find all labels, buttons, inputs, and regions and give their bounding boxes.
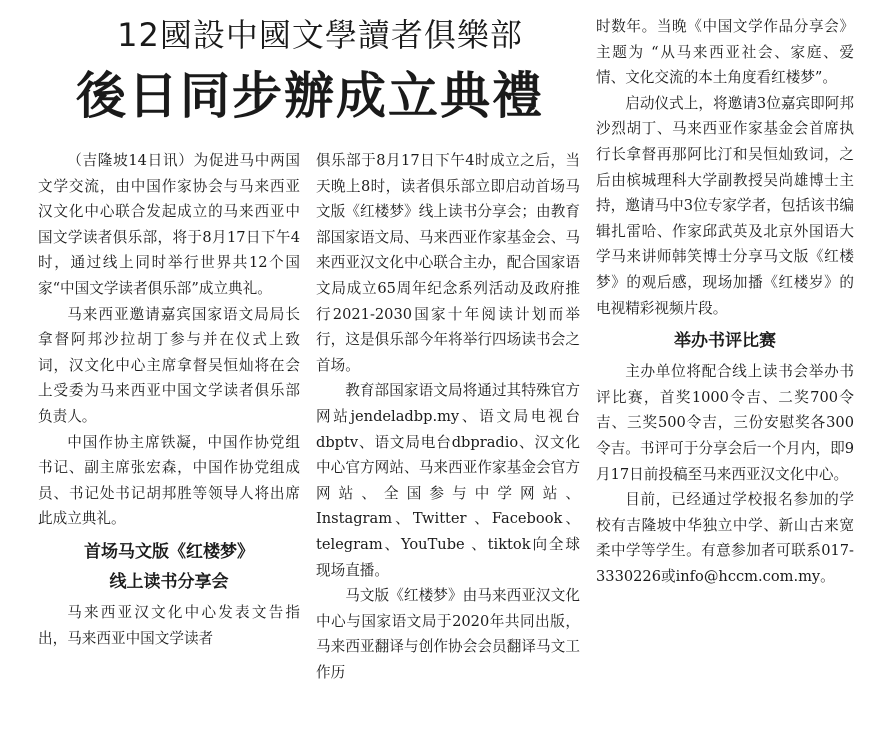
paragraph: 马来西亚邀请嘉宾国家语文局局长拿督阿邦沙拉胡丁参与并在仪式上致词，汉文化中心主席拿督吴恒灿将在会上受委为马来西亚中国文学读者俱乐部负责人。: [38, 305, 300, 425]
paragraph: 中国作协主席铁凝，中国作协党组书记、副主席张宏森，中国作协党组成员、书记处书记胡邦胜等领导人将出席此成立典礼。: [38, 433, 300, 528]
headline: 後日同步辦成立典禮: [76, 67, 544, 125]
paragraph: （吉隆坡14日讯）为促进马中两国文学交流，由中国作家协会与马来西亚汉文化中心联合发起成立的马来西亚中国文学读者俱乐部，将于8月17日下午4时，通过线上同时举行世界共12个国家“中国文学读者俱乐部”成立典礼。: [38, 152, 300, 297]
paragraph: 主办单位将配合线上读书会举办书评比赛，首奖1000令吉、二奖700令吉、三奖500令吉，三份安慰奖各300令吉。书评可于分享会后一个月内，即9月17日前投稿至马来西亚汉文化中心。: [596, 363, 854, 483]
kicker-title: 12國設中國文學讀者俱樂部: [117, 16, 523, 54]
subheading: 举办书评比赛: [674, 331, 776, 352]
column-2: [316, 148, 580, 685]
paragraph: 目前，已经通过学校报名参加的学校有吉隆坡中华独立中学、新山古来宽柔中学等学生。有意参加者可联系017-3330226或info@hccm.com.my。: [596, 491, 854, 585]
subheading: 首场马文版《红楼梦》: [84, 541, 254, 562]
paragraph: 教育部国家语文局将通过其特殊官方网站jendeladbp.my、语文局电视台dbptv、语文局电台dbpradio、汉文化中心官方网站、马来西亚作家基金会官方网站、全国参与中学网站、Instagram、Twitter 、Facebook、telegram、YouTube 、tiktok向全球现场直播。: [316, 382, 580, 579]
paragraph: 时数年。当晚《中国文学作品分享会》主题为 “从马来西亚社会、家庭、爱情、文化交流的本土角度看红楼梦”。: [596, 18, 854, 87]
column-1: [38, 148, 300, 651]
paragraph: 马文版《红楼梦》由马来西亚汉文化中心与国家语文局于2020年共同出版，马来西亚翻译与创作协会会员翻译马文工作历: [316, 587, 580, 681]
paragraph: 马来西亚汉文化中心发表文告指出，马来西亚中国文学读者: [38, 603, 300, 647]
subheading: 线上读书分享会: [109, 571, 229, 592]
paragraph: 启动仪式上，将邀请3位嘉宾即阿邦沙烈胡丁、马来西亚作家基金会首席执行长拿督再那阿比汀和吴恒灿致词，之后由槟城理科大学副教授吴尚雄博士主持，邀请马中3位专家学者，包括该书编辑扎雷哈、作家邱武英及北京外国语大学马来讲师韩笑博士分享马文版《红楼梦》的观后感，现场加播《红楼岁》的电视精彩视频片段。: [596, 94, 854, 317]
column-3: [596, 14, 854, 589]
paragraph: 俱乐部于8月17日下午4时成立之后，当天晚上8时，读者俱乐部立即启动首场马文版《红楼梦》线上读书分享会；由教育部国家语文局、马来西亚作家基金会、马来西亚汉文化中心联合主办，配合国家语文局成立65周年纪念系列活动及政府推行2021-2030国家十年阅读计划而举行，这是俱乐部今年将举行四场读书会之首场。: [316, 152, 580, 374]
